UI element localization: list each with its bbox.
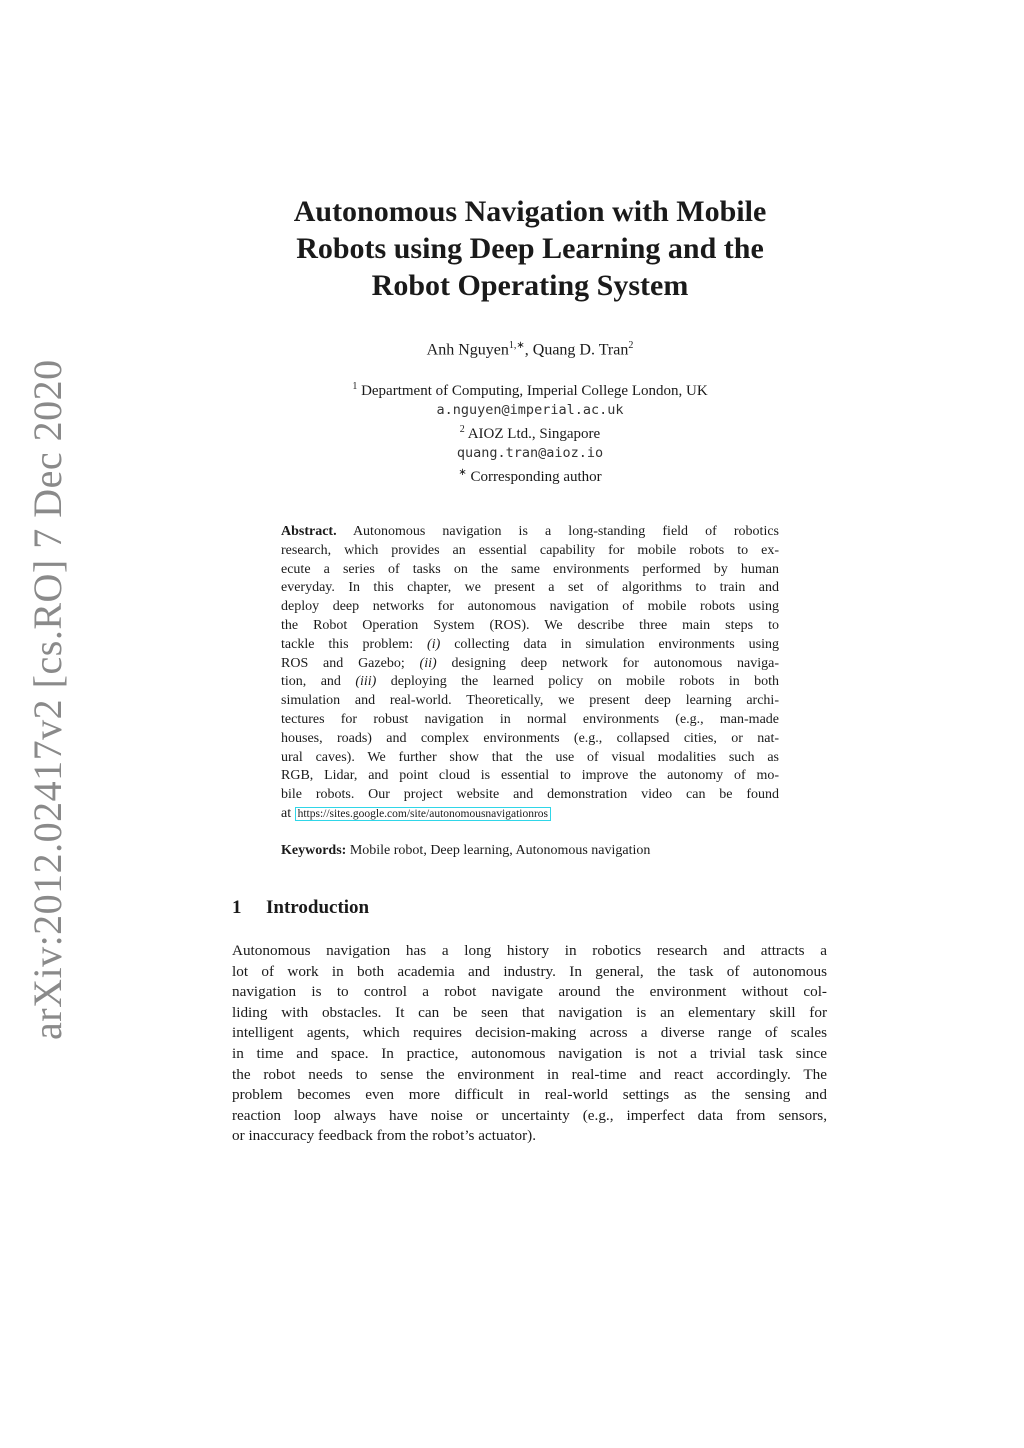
abstract-italic: (ii) (419, 655, 437, 671)
paper-title (230, 193, 830, 304)
email-2[interactable]: quang.tran@aioz.io (456, 445, 604, 461)
abstract-line (281, 805, 779, 824)
keywords-text: Mobile robot, Deep learning, Autonomous navigation (349, 843, 651, 858)
intro-line: lot of work in both academia and industry. In general, the task of autonomous (232, 962, 827, 980)
section-number: 1 (232, 897, 242, 918)
abstract-line: research, which provides an essential capability for mobile robots to ex- (281, 542, 779, 558)
abstract-line: bile robots. Our project website and demonstration video can be found (281, 787, 779, 803)
intro-line: liding with obstacles. It can be seen that navigation is an elementary skill for (232, 1003, 827, 1021)
abstract (281, 523, 779, 824)
intro-line: problem becomes even more difficult in real-world settings as the sensing and (232, 1086, 827, 1104)
abstract-line: deploy deep networks for autonomous navigation of mobile robots using (281, 599, 779, 615)
abstract-line (281, 673, 779, 692)
author-name: Anh Nguyen (426, 341, 509, 359)
abstract-text: designing deep network for autonomous naviga- (451, 655, 779, 671)
abstract-italic: (iii) (355, 674, 377, 690)
intro-line: in time and space. In practice, autonomous navigation is not a trivial task since (232, 1044, 827, 1062)
abstract-italic: (i) (427, 636, 441, 652)
abstract-text: Autonomous navigation is a long-standing field of robotics (352, 524, 779, 539)
author-separator: , (524, 341, 533, 359)
affiliation-text: AIOZ Ltd., Singapore (467, 426, 601, 442)
keywords-label: Keywords: (281, 843, 347, 858)
intro-line: intelligent agents, which requires decision-making across a diverse range of scales (232, 1024, 827, 1042)
title-line: Robots using Deep Learning and the (296, 232, 764, 265)
abstract-line: ecute a series of tasks on the same environments performed by human (281, 561, 779, 577)
section-heading (232, 897, 369, 919)
abstract-line: ural caves). We further show that the use of visual modalities such as (281, 749, 779, 765)
author-list (230, 340, 830, 359)
abstract-text: deploying the learned policy on mobile robots in both (390, 674, 779, 690)
affiliation-1 (230, 377, 830, 401)
abstract-line: the Robot Operation System (ROS). We describe three main steps to (281, 617, 779, 633)
corresponding-text: Corresponding author (470, 469, 602, 485)
abstract-text: tion, and (281, 674, 341, 690)
keywords (281, 843, 779, 859)
abstract-line (281, 655, 779, 674)
affiliation-superscript: 1 (352, 381, 358, 392)
author-superscript: 2 (628, 340, 634, 351)
introduction-paragraph (232, 941, 827, 1147)
affiliation-text: Department of Computing, Imperial College London, UK (361, 383, 708, 399)
project-website-link[interactable]: https://sites.google.com/site/autonomousnavigationros (295, 807, 551, 821)
intro-line: the robot needs to sense the environment in real-time and react accordingly. The (232, 1065, 827, 1083)
intro-line: navigation is to control a robot navigate around the environment without col- (232, 983, 827, 1001)
abstract-line: simulation and real-world. Theoretically, we present deep learning archi- (281, 693, 779, 709)
corresponding-superscript: ∗ (458, 467, 467, 478)
title-line: Robot Operating System (371, 269, 689, 302)
corresponding-note (230, 463, 830, 487)
intro-line: reaction loop always have noise or uncertainty (e.g., imperfect data from sensors, (232, 1106, 827, 1124)
abstract-text: ROS and Gazebo; (281, 655, 405, 671)
abstract-text: tackle this problem: (281, 636, 414, 652)
author-superscript: 1,∗ (508, 340, 525, 351)
abstract-text: at (281, 805, 292, 821)
abstract-line: everyday. In this chapter, we present a set of algorithms to train and (281, 580, 779, 596)
arxiv-stamp: arXiv:2012.02417v2 [cs.RO] 7 Dec 2020 (25, 359, 70, 1040)
abstract-label: Abstract. (281, 524, 337, 539)
intro-line: or inaccuracy feedback from the robot’s actuator). (232, 1127, 537, 1145)
intro-line: Autonomous navigation has a long history in robotics research and attracts a (232, 942, 827, 959)
section-title: Introduction (266, 897, 370, 918)
affiliation-2 (230, 420, 830, 444)
abstract-line: RGB, Lidar, and point cloud is essential to improve the autonomy of mo- (281, 768, 779, 784)
abstract-line (281, 523, 779, 542)
abstract-text: collecting data in simulation environments using (454, 636, 779, 652)
abstract-line: tectures for robust navigation in normal environments (e.g., man-made (281, 711, 779, 727)
abstract-line (281, 636, 779, 655)
title-line: Autonomous Navigation with Mobile (293, 195, 767, 228)
affiliations (230, 377, 830, 487)
abstract-line: houses, roads) and complex environments (e.g., collapsed cities, or nat- (281, 730, 779, 746)
author-name: Quang D. Tran (532, 341, 629, 359)
email-1[interactable]: a.nguyen@imperial.ac.uk (436, 402, 624, 418)
affiliation-superscript: 2 (459, 424, 465, 435)
